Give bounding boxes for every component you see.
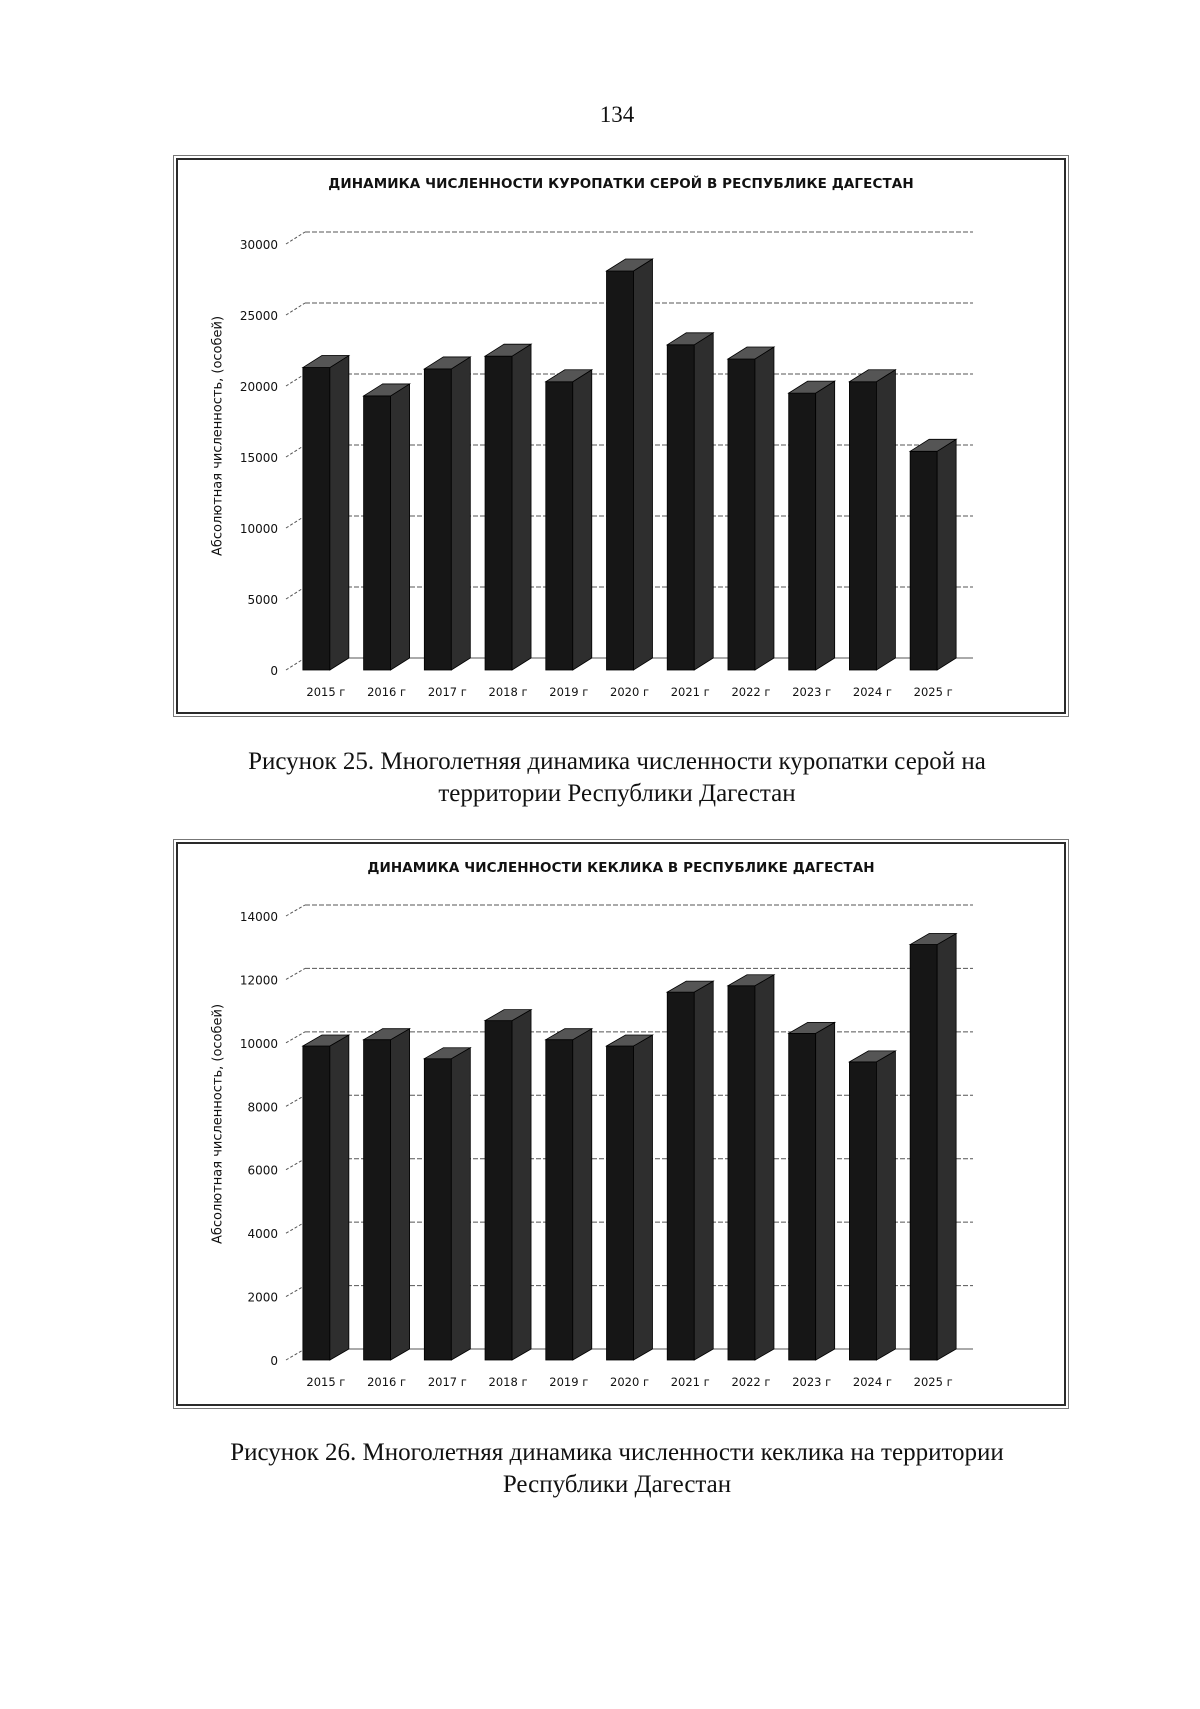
y-tick-label: 25000 [239,309,278,323]
bar [849,1051,895,1360]
bar-front [667,345,694,670]
bar-front [667,992,694,1360]
bar-side [330,356,349,670]
bar [424,1048,470,1360]
y-tick-label: 20000 [239,380,278,394]
caption-line: Республики Дагестан [502,1471,732,1498]
bar-front [546,1040,573,1360]
x-tick-label: 2017 г [427,685,467,699]
bar-side [573,1029,592,1360]
bar-front [849,1062,876,1360]
y-tick-label: 12000 [239,973,278,988]
bar [667,333,713,670]
y-tick-label: 10000 [239,522,278,536]
y-tick-label: 0 [270,664,278,678]
bar-side [694,333,713,670]
bar [303,356,349,670]
bar-front [546,382,573,670]
bar [303,1035,349,1360]
gridline-connector [286,1095,305,1106]
bar [546,1029,592,1360]
bar-front [364,1040,391,1360]
bar [607,1035,653,1360]
x-tick-label: 2025 г [913,1375,953,1389]
y-tick-label: 4000 [247,1227,278,1242]
x-tick-label: 2021 г [670,685,710,699]
chart-title: ДИНАМИКА ЧИСЛЕННОСТИ КУРОПАТКИ СЕРОЙ В РЕСПУБЛИКЕ ДАГЕСТАН [328,176,914,192]
x-tick-label: 2020 г [610,1375,649,1389]
bar-side [694,981,713,1360]
x-tick-label: 2015 г [306,685,346,699]
y-axis-label: Абсолютная численность, (особей) [210,1003,226,1245]
gridline-connector [286,1032,305,1043]
bar-side [816,1022,835,1360]
bar-side [634,1035,653,1360]
bar [364,384,410,670]
bar [485,344,531,670]
bar-front [424,1059,451,1360]
gridline-connector [286,445,305,457]
bar-front [485,356,512,670]
y-axis-label: Абсолютная численность, (особей) [210,315,226,557]
bar [728,975,774,1360]
caption-line: Рисунок 25. Многолетняя динамика численности куропатки серой на [248,748,986,775]
x-tick-label: 2016 г [367,1375,407,1389]
y-tick-label: 10000 [239,1036,278,1051]
x-tick-label: 2022 г [731,1375,771,1389]
gridline-connector [286,587,305,599]
bar-front [849,382,876,670]
figure-26-caption [0,1437,1200,1501]
y-tick-label: 30000 [239,238,278,252]
bar-front [485,1021,512,1360]
bar-side [755,347,774,670]
x-tick-label: 2019 г [549,685,589,699]
bar-front [789,393,816,670]
x-tick-label: 2015 г [306,1375,346,1389]
chart-chukar [176,842,1066,1406]
bar [789,381,835,670]
bar-front [364,396,391,670]
chart-plot-partridge [178,160,1064,712]
bar [910,439,956,670]
gridline-connector [286,1222,305,1233]
x-tick-label: 2017 г [427,1375,467,1389]
page-number: 134 [599,102,635,127]
x-tick-label: 2020 г [610,685,649,699]
bar-front [607,1046,634,1360]
bar-side [451,1048,470,1360]
x-tick-label: 2016 г [367,685,407,699]
bar-front [303,368,330,670]
y-tick-label: 6000 [247,1163,278,1178]
y-tick-label: 15000 [239,451,278,465]
bar-front [910,945,937,1360]
bar [364,1029,410,1360]
bar-side [573,370,592,670]
y-tick-label: 5000 [247,593,278,607]
gridline-connector [286,374,305,386]
bar-side [634,259,653,670]
x-tick-label: 2021 г [670,1375,710,1389]
bar-side [451,357,470,670]
x-tick-label: 2018 г [488,1375,528,1389]
bar-side [755,975,774,1360]
gridline-connector [286,232,305,244]
bar [910,934,956,1360]
x-tick-label: 2023 г [792,1375,832,1389]
bar-side [391,1029,410,1360]
y-tick-label: 0 [270,1354,278,1368]
x-tick-label: 2018 г [488,685,528,699]
chart-plot-chukar [178,844,1064,1404]
y-tick-label: 2000 [247,1290,278,1305]
bar-side [391,384,410,670]
gridline-connector [286,968,305,979]
bar-side [937,439,956,670]
bar [789,1022,835,1360]
x-tick-label: 2024 г [852,685,892,699]
bar [849,370,895,670]
bar-side [876,1051,895,1360]
bar [728,347,774,670]
x-tick-label: 2025 г [913,685,953,699]
gridline-connector [286,1159,305,1170]
gridline-connector [286,658,305,670]
bar-front [424,369,451,670]
gridline-connector [286,516,305,528]
bar [607,259,653,670]
bar-side [876,370,895,670]
gridline-connector [286,1286,305,1297]
bar-side [816,381,835,670]
bar [546,370,592,670]
bar-front [728,359,755,670]
x-tick-label: 2023 г [792,685,832,699]
bar-front [607,271,634,670]
bar [424,357,470,670]
x-tick-label: 2019 г [549,1375,589,1389]
gridline-connector [286,303,305,315]
gridline-connector [286,905,305,916]
chart-partridge [176,158,1066,714]
caption-line: территории Республики Дагестан [438,780,796,807]
figure-25-caption [0,746,1200,810]
chart-title: ДИНАМИКА ЧИСЛЕННОСТИ КЕКЛИКА В РЕСПУБЛИКЕ ДАГЕСТАН [367,860,875,876]
bar-front [303,1046,330,1360]
y-tick-label: 14000 [239,910,278,924]
bar-front [910,451,937,670]
y-tick-label: 8000 [247,1100,278,1115]
bar [667,981,713,1360]
x-tick-label: 2024 г [852,1375,892,1389]
bar-front [789,1033,816,1360]
bar [485,1010,531,1360]
caption-line: Рисунок 26. Многолетняя динамика численности кеклика на территории [230,1439,1004,1466]
bar-front [728,986,755,1360]
bar-side [937,934,956,1360]
gridline-connector [286,1349,305,1360]
bar-side [330,1035,349,1360]
bar-side [512,1010,531,1360]
bar-side [512,344,531,670]
x-tick-label: 2022 г [731,685,771,699]
